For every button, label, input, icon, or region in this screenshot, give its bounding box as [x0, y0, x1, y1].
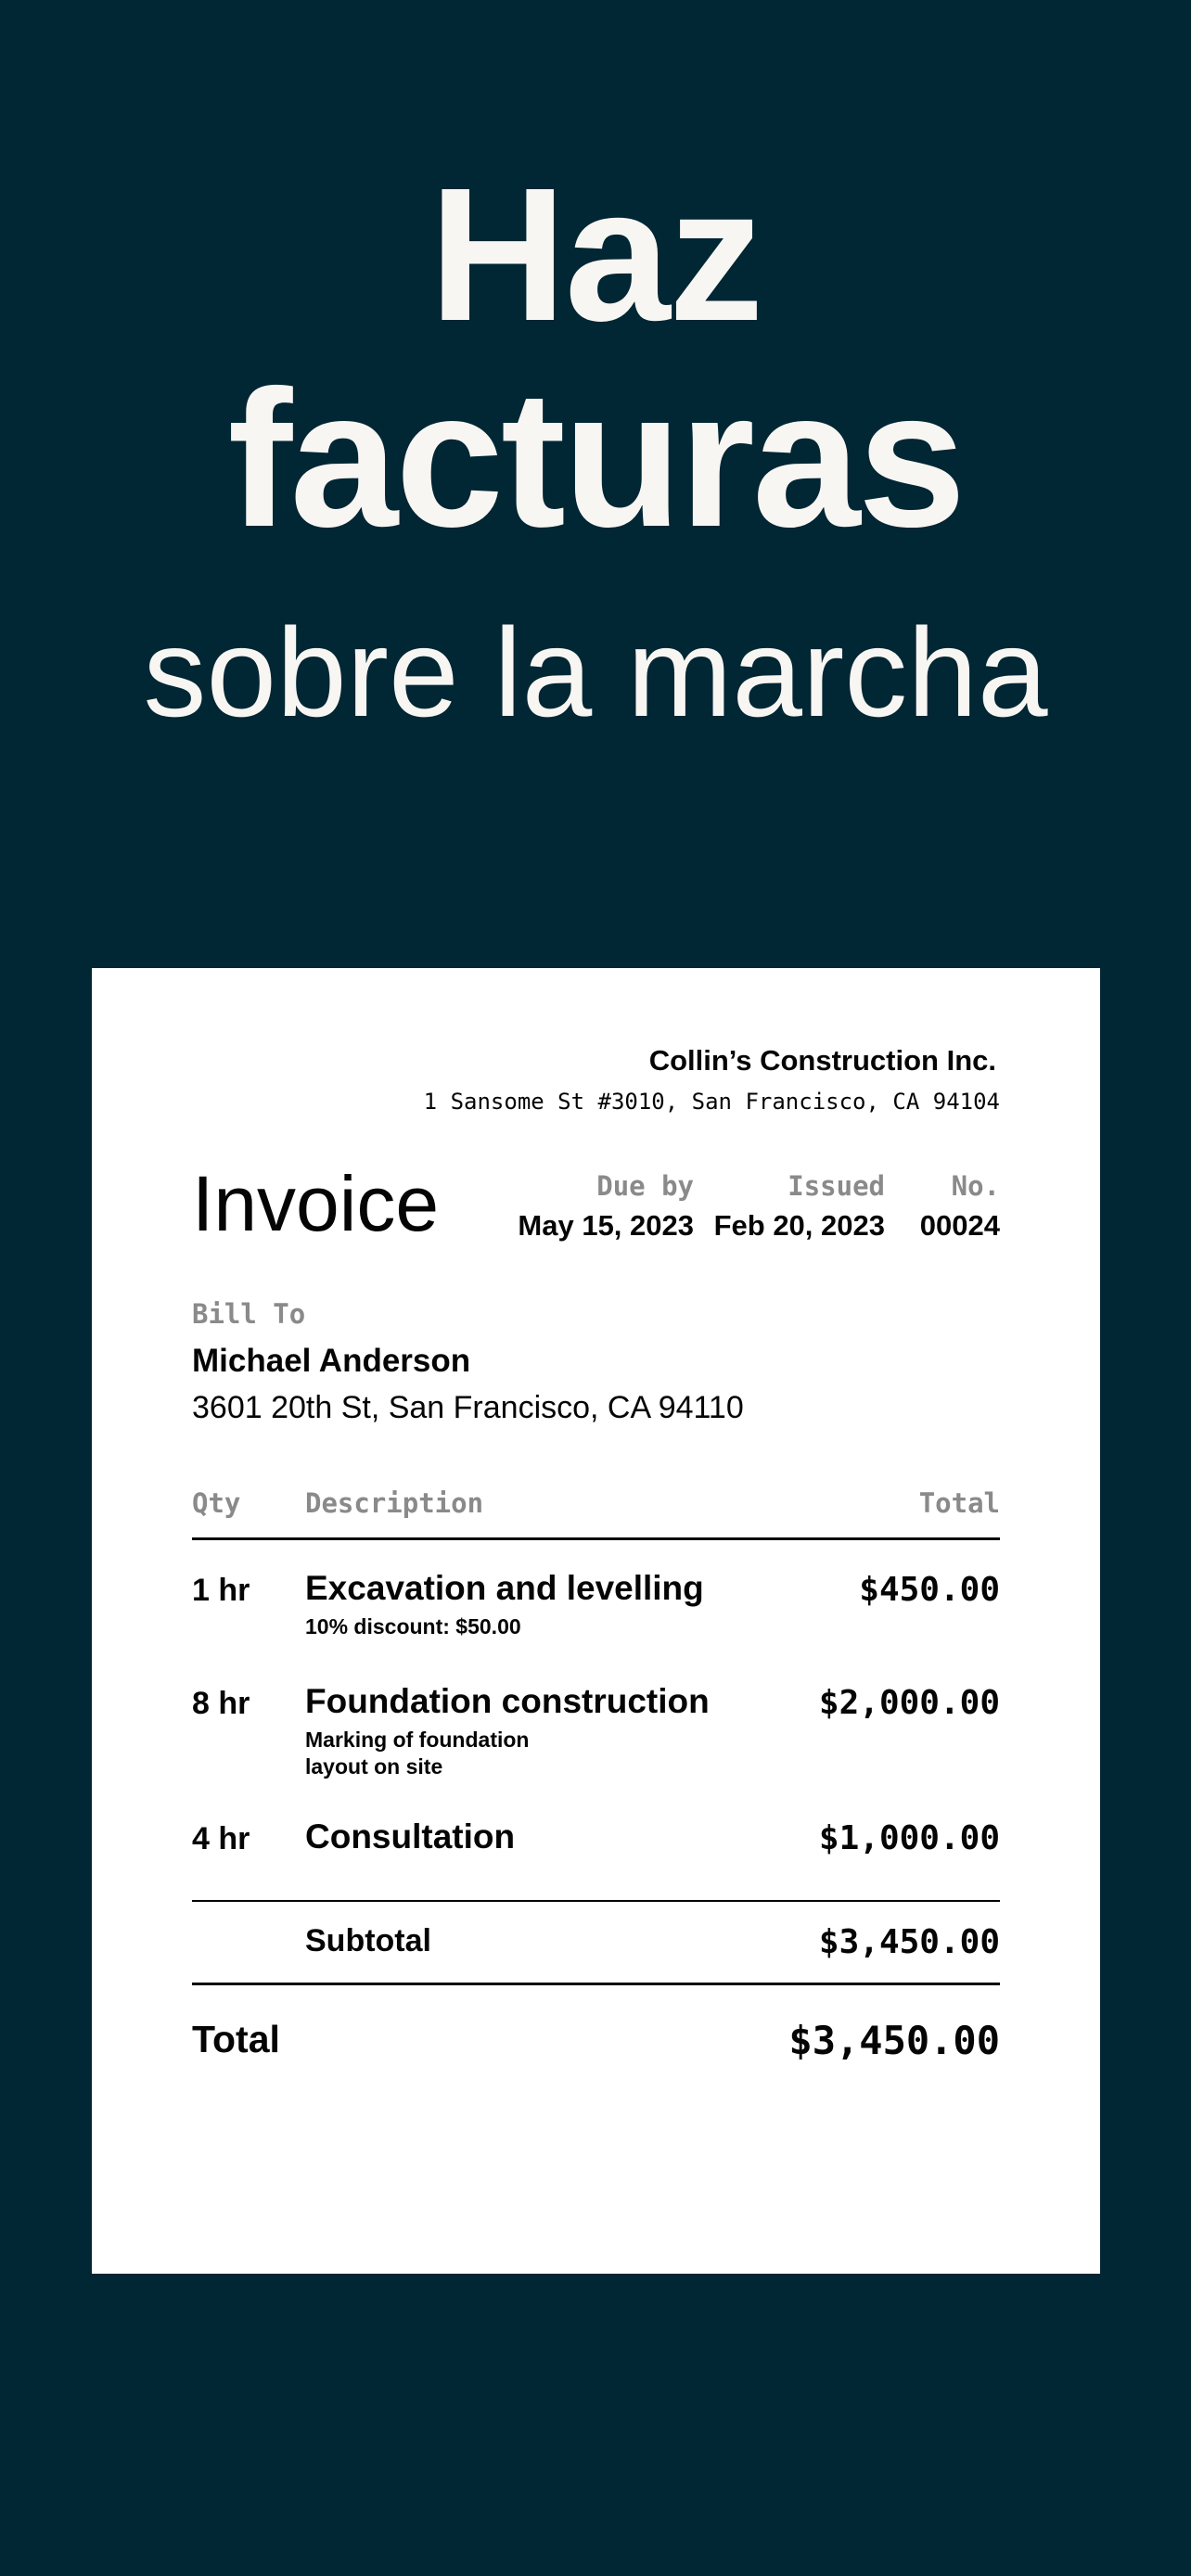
item-amount: $1,000.00 [818, 1819, 1000, 1857]
subtotal-label: Subtotal [305, 1923, 431, 1958]
item-amount: $450.00 [859, 1571, 1000, 1609]
due-date-block [518, 1170, 694, 1243]
bill-to-label: Bill To [192, 1298, 306, 1330]
line-items-header [192, 1487, 1000, 1524]
due-label: Due by [596, 1170, 694, 1202]
headline-subline: sobre la marcha [143, 602, 1048, 743]
issued-date-block [714, 1170, 885, 1243]
due-value: May 15, 2023 [518, 1209, 694, 1242]
item-title: Excavation and levelling [305, 1569, 704, 1607]
description-header: Description [305, 1487, 484, 1519]
company-name: Collin’s Construction Inc. [648, 1044, 996, 1077]
invoice-card [92, 968, 1100, 2274]
item-description [305, 1682, 788, 1780]
issued-label: Issued [788, 1170, 885, 1202]
issued-value: Feb 20, 2023 [713, 1209, 885, 1242]
item-description [305, 1569, 788, 1640]
item-qty: 1 hr [192, 1573, 250, 1608]
subtotal-divider [192, 1983, 1000, 1985]
subtotal-value: $3,450.00 [818, 1923, 1000, 1961]
item-qty: 4 hr [192, 1821, 250, 1856]
qty-header: Qty [192, 1487, 241, 1519]
headline-line-2: facturas [227, 350, 964, 567]
header-divider [192, 1537, 1000, 1540]
number-value: 00024 [919, 1209, 1000, 1242]
total-label: Total [192, 2018, 280, 2060]
item-title: Foundation construction [305, 1682, 710, 1720]
item-note-line-2: layout on site [305, 1754, 443, 1779]
number-label: No. [951, 1170, 1000, 1202]
invoice-title: Invoice [192, 1160, 440, 1247]
client-address: 3601 20th St, San Francisco, CA 94110 [192, 1390, 744, 1425]
headline-line-1: Haz [429, 148, 762, 361]
item-note [305, 1727, 788, 1780]
items-divider [192, 1900, 1000, 1902]
client-name: Michael Anderson [192, 1343, 471, 1379]
item-qty: 8 hr [192, 1686, 250, 1721]
total-value: $3,450.00 [788, 2018, 1000, 2063]
invoice-number-block [920, 1170, 1000, 1243]
company-address: 1 Sansome St #3010, San Francisco, CA 94104 [423, 1089, 1000, 1115]
total-header: Total [918, 1487, 1000, 1519]
item-note-line-1: Marking of foundation [305, 1728, 530, 1752]
item-amount: $2,000.00 [818, 1684, 1000, 1722]
item-title: Consultation [305, 1817, 516, 1855]
item-note: 10% discount: $50.00 [305, 1614, 521, 1639]
item-description [305, 1817, 788, 1856]
